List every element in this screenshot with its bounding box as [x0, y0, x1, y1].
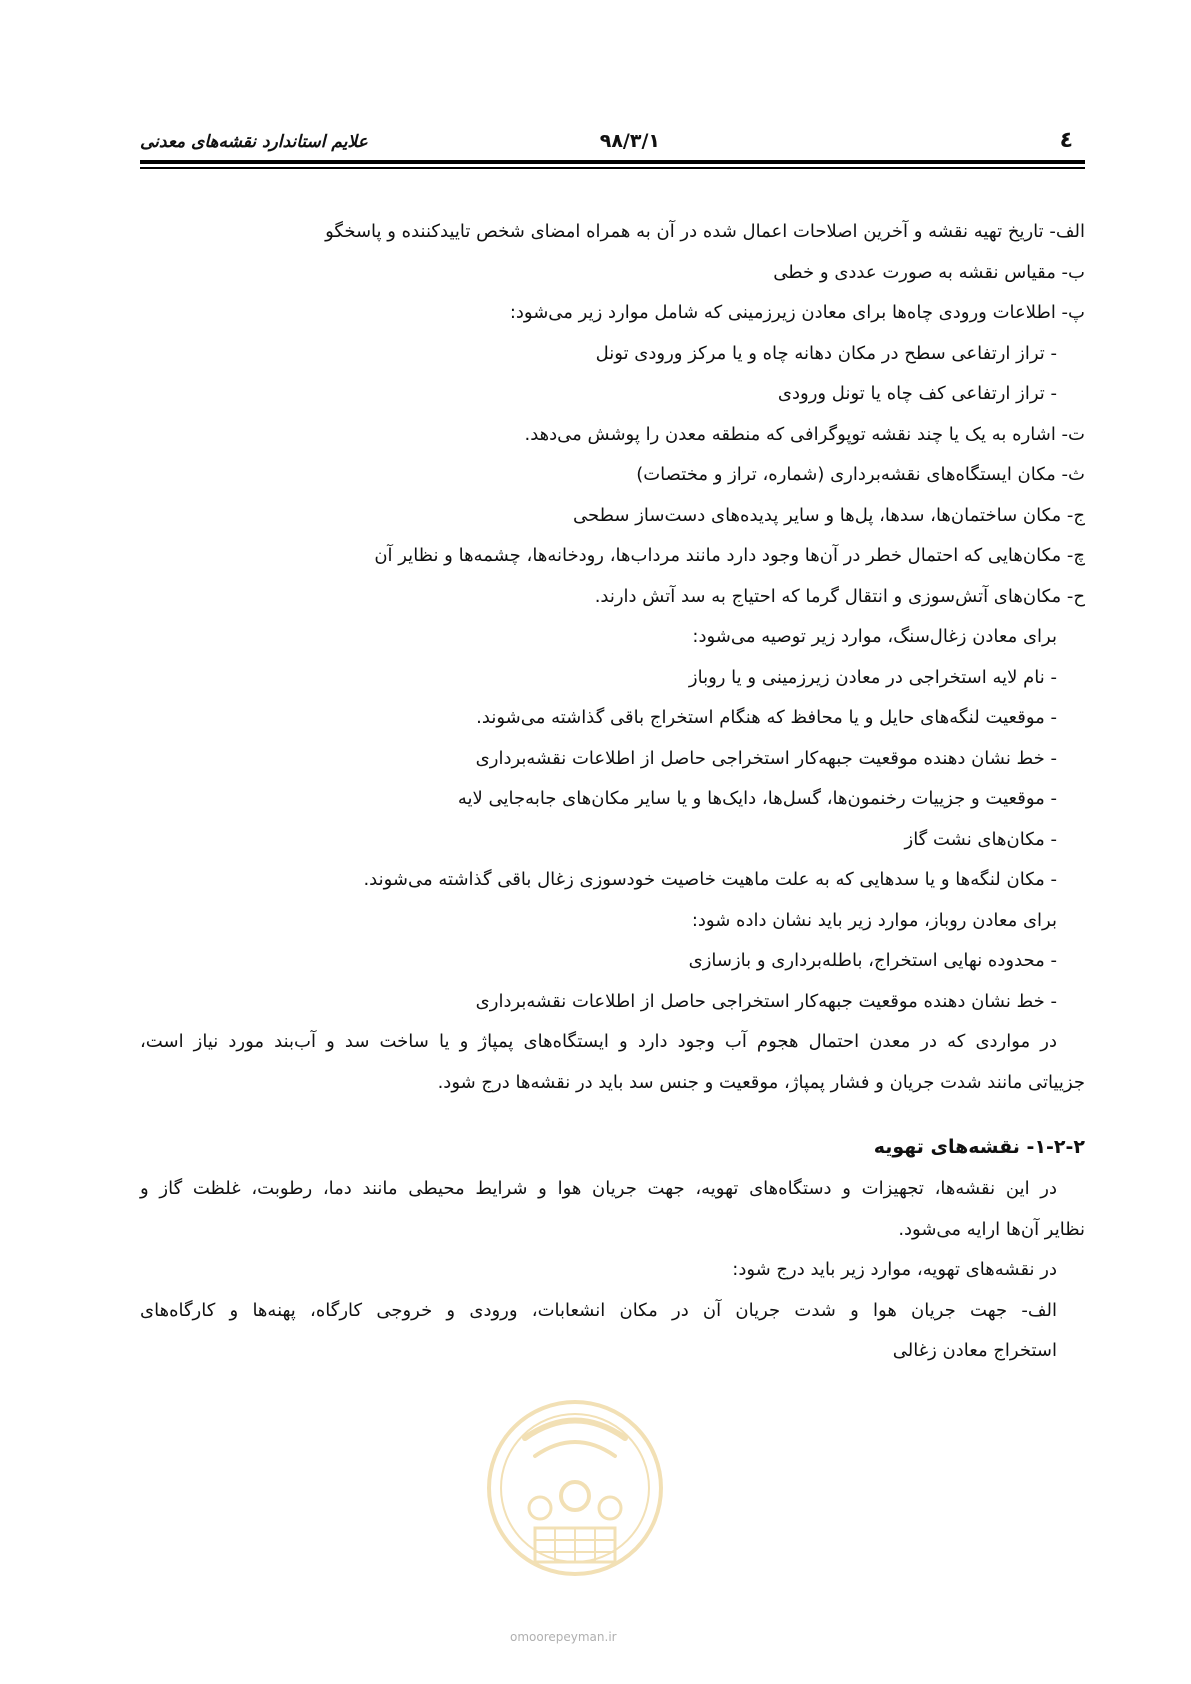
page-number: ٤	[1059, 128, 1073, 153]
header-rule-thick	[140, 160, 1085, 164]
list-item: استخراج معادن زغالی	[892, 1340, 1057, 1361]
page-header	[140, 118, 1085, 158]
sub-list-item: - خط نشان دهنده موقعیت جبهه‌کار استخراجی حاصل از اطلاعات نقشه‌برداری	[475, 747, 1057, 769]
sub-list-item: - مکان‌های نشت گاز	[904, 828, 1057, 850]
sub-list-item: - موقعیت و جزییات رخنمون‌ها، گسل‌ها، دایک‌ها و یا سایر مکان‌های جابه‌جایی لایه	[457, 788, 1057, 809]
list-item: ج- مکان ساختمان‌ها، سدها، پل‌ها و سایر پدیده‌های دست‌ساز سطحی	[573, 504, 1085, 526]
list-item: چ- مکان‌هایی که احتمال خطر در آن‌ها وجود دارد مانند مرداب‌ها، رودخانه‌ها، چشمه‌ها و نظایر آن	[374, 545, 1085, 566]
paragraph: نظایر آن‌ها ارایه می‌شود.	[898, 1218, 1085, 1240]
list-item: ب- مقیاس نقشه به صورت عددی و خطی	[773, 261, 1085, 283]
document-title: علایم استاندارد نقشه‌های معدنی	[140, 132, 368, 152]
sub-list-item: - خط نشان دهنده موقعیت جبهه‌کار استخراجی حاصل از اطلاعات نقشه‌برداری	[475, 990, 1057, 1012]
sub-list-item: - تراز ارتفاعی کف چاه یا تونل ورودی	[777, 383, 1057, 404]
sub-list-item: - تراز ارتفاعی سطح در مکان دهانه چاه و یا مرکز ورودی تونل	[595, 342, 1057, 364]
list-item: ح- مکان‌های آتش‌سوزی و انتقال گرما که احتیاج به سد آتش دارند.	[594, 585, 1085, 607]
paragraph: برای معادن روباز، موارد زیر باید نشان داده شود:	[691, 909, 1057, 931]
section-heading: ۱-۲-۲- نقشه‌های تهویه	[873, 1136, 1085, 1158]
list-item: الف- جهت جریان هوا و شدت جریان آن در مکان انشعابات، ورودی و خروجی کارگاه، پهنه‌ها و کارگاه‌های	[140, 1299, 1057, 1321]
list-item: پ- اطلاعات ورودی چاه‌ها برای معادن زیرزمینی که شامل موارد زیر می‌شود:	[509, 302, 1085, 323]
paragraph: در مواردی که در معدن احتمال هجوم آب وجود دارد و ایستگاه‌های پمپاژ و یا ساخت سد و آب‌بند مورد نیاز است،	[140, 1031, 1057, 1052]
watermark-seal-icon	[480, 1368, 670, 1608]
header-date: ۹۸/۳/۱	[599, 130, 660, 152]
watermark-site: omoorepeyman.ir	[510, 1630, 617, 1644]
paragraph: در نقشه‌های تهویه، موارد زیر باید درج شود:	[732, 1259, 1057, 1280]
paragraph: در این نقشه‌ها، تجهیزات و دستگاه‌های تهویه، جهت جریان هوا و شرایط محیطی مانند دما، رطوبت، غلظت گاز و	[140, 1178, 1057, 1199]
sub-list-item: - محدوده نهایی استخراج، باطله‌برداری و بازسازی	[688, 950, 1057, 971]
paragraph: جزییاتی مانند شدت جریان و فشار پمپاژ، موقعیت و جنس سد باید در نقشه‌ها درج شود.	[437, 1071, 1085, 1093]
paragraph: برای معادن زغال‌سنگ، موارد زیر توصیه می‌شود:	[692, 626, 1057, 647]
list-item: الف- تاریخ تهیه نقشه و آخرین اصلاحات اعمال شده در آن به همراه امضای شخص تاییدکننده و پاسخگو	[325, 221, 1085, 242]
document-body	[140, 212, 1085, 1372]
sub-list-item: - مکان لنگه‌ها و یا سدهایی که به علت ماهیت خاصیت خودسوزی زغال باقی گذاشته می‌شوند.	[363, 869, 1057, 890]
sub-list-item: - نام لایه استخراجی در معادن زیرزمینی و یا روباز	[688, 666, 1057, 688]
list-item: ت- اشاره به یک یا چند نقشه توپوگرافی که منطقه معدن را پوشش می‌دهد.	[524, 423, 1085, 445]
header-rule-thin	[140, 167, 1085, 169]
list-item: ث- مکان ایستگاه‌های نقشه‌برداری (شماره، تراز و مختصات)	[636, 464, 1085, 485]
sub-list-item: - موقعیت لنگه‌های حایل و یا محافظ که هنگام استخراج باقی گذاشته می‌شوند.	[476, 707, 1057, 728]
